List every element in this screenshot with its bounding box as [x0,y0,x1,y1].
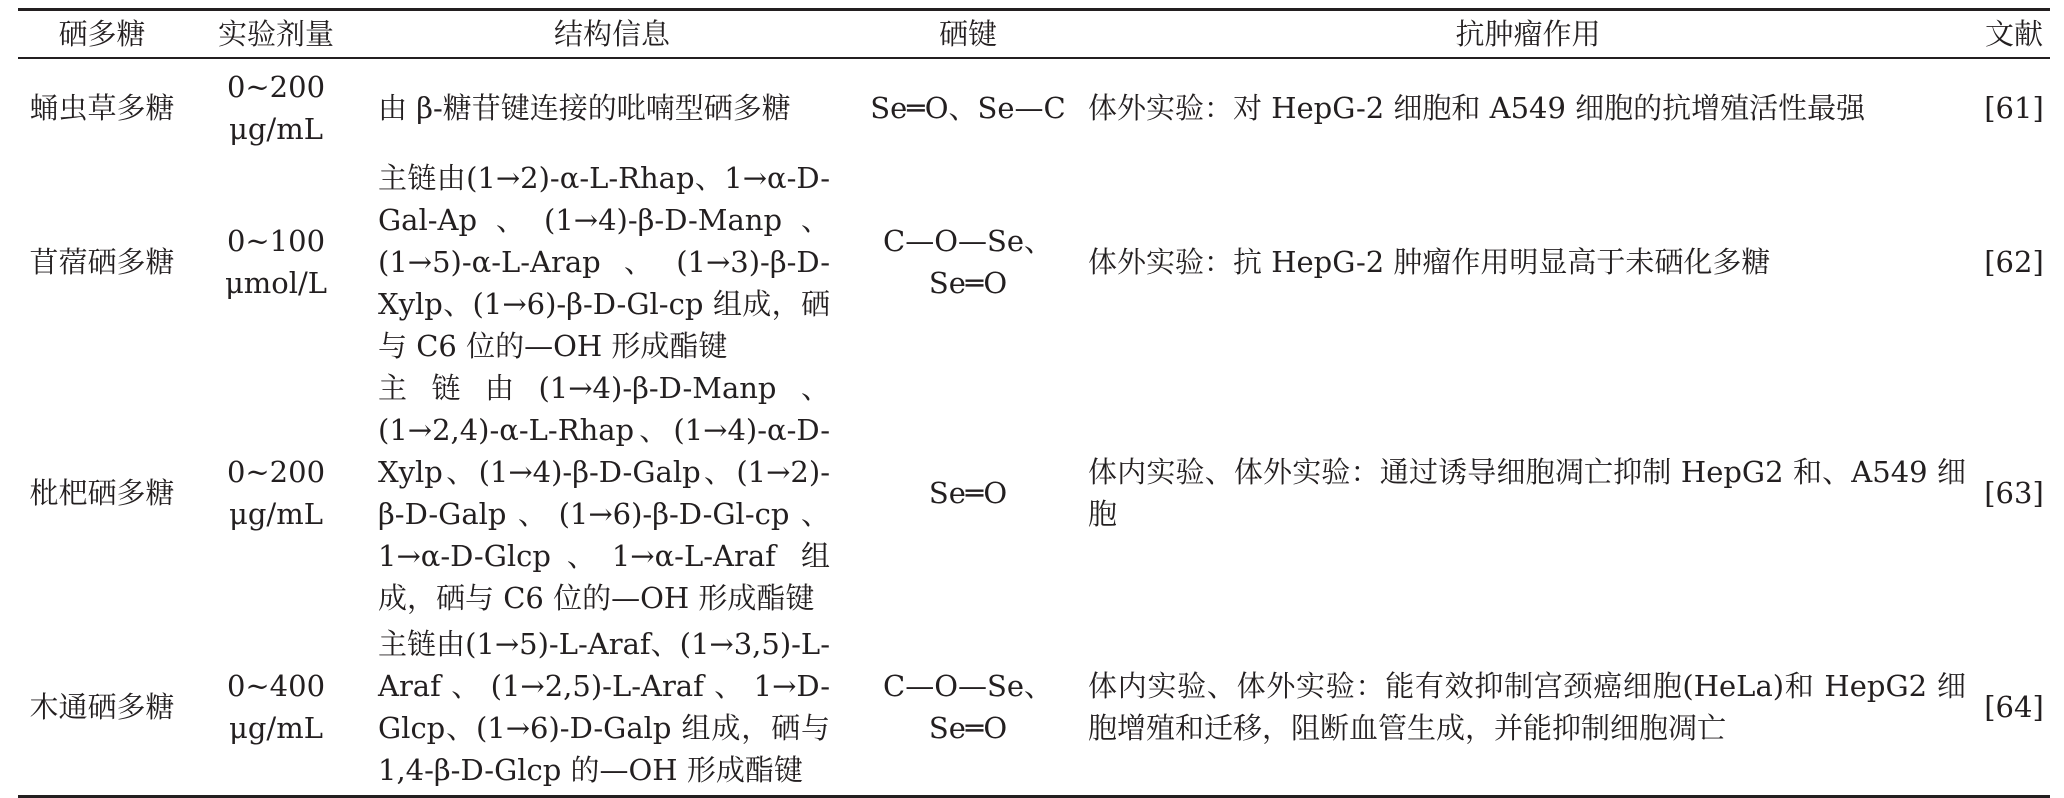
table-row [18,619,2050,797]
cell-antitumor: 体外实验：抗 HepG-2 肿瘤作用明显高于未硒化多糖 [1088,245,1771,279]
cell-dose: 0~200 μg/mL [226,455,326,531]
cell-name: 木通硒多糖 [18,619,186,797]
cell-antitumor: 体内实验、体外实验：通过诱导细胞凋亡抑制 HepG2 和、A549 细胞 [1088,455,1966,531]
header-reference: 文献 [1978,10,2050,59]
header-structure: 结构信息 [366,10,858,59]
table-row [18,367,2050,619]
table-row [18,157,2050,367]
cell-antitumor: 体外实验：对 HepG-2 细胞和 A549 细胞的抗增殖活性最强 [1088,91,1866,125]
cell-structure: 主链由(1→2)-α-L-Rhap、1→α-D-Gal-Ap、(1→4)-β-D-Manp、(1→5)-α-L-Arap、(1→3)-β-D-Xylp、(1→6)-β-D-Gl-cp 组成，硒与 C6 位的—OH 形成酯键 [378,161,830,363]
cell-dose: 0~100 μmol/L [224,224,328,300]
cell-structure: 主链由(1→5)-L-Araf、(1→3,5)-L-Araf、(1→2,5)-L-Araf、1→D-Glcp、(1→6)-D-Galp 组成，硒与 1,4-β-D-Glcp 的—OH 形成酯键 [366,619,858,797]
cell-reference: [62] [1984,245,2044,279]
header-polysaccharide: 硒多糖 [18,10,186,59]
header-dose: 实验剂量 [186,10,366,59]
cell-reference: [64] [1978,619,2050,797]
header-antitumor: 抗肿瘤作用 [1078,10,1978,59]
cell-se-bond: Se═O [928,476,1008,510]
cell-dose: 0~200 μg/mL [226,70,326,146]
selenium-polysaccharide-table [18,8,2050,798]
cell-structure: 由 β-糖苷键连接的吡喃型硒多糖 [378,91,791,125]
table-header-row [18,10,2050,59]
cell-name: 苜蓿硒多糖 [29,245,175,279]
table-row [18,58,2050,157]
cell-name: 枇杷硒多糖 [29,476,175,510]
header-se-bond: 硒键 [858,10,1078,59]
cell-se-bond: C—O—Se、Se═O [858,619,1078,797]
cell-reference: [61] [1984,91,2044,125]
cell-se-bond: Se═O、Se—C [870,91,1066,125]
cell-dose: 0~400 μg/mL [186,619,366,797]
cell-antitumor: 体内实验、体外实验：能有效抑制宫颈癌细胞(HeLa)和 HepG2 细胞增殖和迁移，阻断血管生成，并能抑制细胞凋亡 [1078,619,1978,797]
cell-se-bond: C—O—Se、Se═O [883,224,1053,300]
cell-structure: 主链由(1→4)-β-D-Manp、(1→2,4)-α-L-Rhap、(1→4)-α-D-Xylp、(1→4)-β-D-Galp、(1→2)-β-D-Galp、(1→6)-β-D-Gl-cp、1→α-D-Glcp、1→α-L-Araf 组成，硒与 C6 位的—OH 形成酯键 [378,371,830,615]
cell-reference: [63] [1984,476,2044,510]
cell-name: 蛹虫草多糖 [29,91,175,125]
